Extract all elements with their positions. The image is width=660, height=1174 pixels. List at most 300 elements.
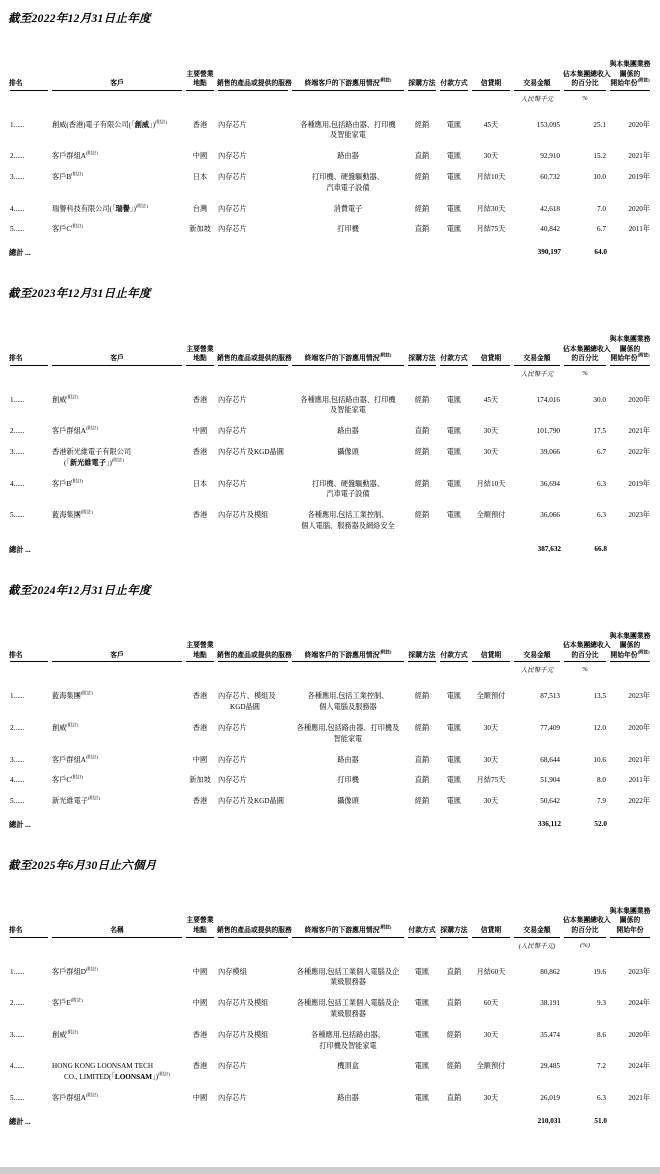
products-cell: 內存芯片 <box>218 152 247 161</box>
application-cell: 攝像頭 <box>337 448 359 457</box>
column-header-products: 銷售的產品或提供的服務 <box>216 632 290 663</box>
total-row <box>8 537 652 556</box>
procurement-cell: 經銷 <box>414 723 430 732</box>
procurement-cell: 經銷 <box>414 395 430 404</box>
unit-subheader <box>290 366 406 378</box>
unit-subheader: % <box>582 666 588 674</box>
column-header-application: 終端客戶的下游應用情況$^{(附註)}$ <box>290 60 406 91</box>
rank-cell: 3...... <box>10 1030 25 1039</box>
unit-subheader: 人民幣千元 <box>520 370 554 378</box>
column-header-year: 與本集團業務 關係的 開始年份 <box>608 907 652 938</box>
column-header-application: 終端客戶的下游應用情況$^{(附註)}$ <box>290 632 406 663</box>
application-cell: 各種應用,包括工業個人電腦及企 業級服務器 <box>296 999 400 1018</box>
customer-cell: HONG KONG LOONSAM TECH CO., LIMITED(「LOONSAM」)$^{(附註)}$ <box>52 1062 171 1082</box>
amount-cell: 29,485 <box>540 1062 560 1071</box>
year-cell: 2021年 <box>628 1093 650 1102</box>
table-row <box>8 167 652 199</box>
column-header-application: 終端客戶的下游應用情況$^{(附註)}$ <box>290 907 406 938</box>
top-customers-report <box>8 10 652 1128</box>
total-row <box>8 1109 652 1128</box>
payment-cell: 電匯 <box>446 448 462 457</box>
unit-subheader: (人民幣千元) <box>518 942 556 950</box>
column-header-rank: 排名 <box>8 907 50 938</box>
rank-cell: 5...... <box>10 1093 25 1102</box>
unit-subheader <box>470 938 512 950</box>
total-year-empty <box>608 1109 652 1128</box>
total-percent: 64.0 <box>594 248 607 257</box>
credit-cell: 月結30天 <box>476 204 506 213</box>
credit-cell: 30天 <box>483 723 499 732</box>
unit-subheader <box>216 662 290 674</box>
rank-cell: 5...... <box>10 797 25 806</box>
total-percent: 52.0 <box>594 819 607 828</box>
column-header-year: 與本集團業務 關係的 開始年份$^{(附註)}$ <box>608 335 652 366</box>
unit-subheader <box>8 91 50 103</box>
percent-cell: 12.0 <box>593 723 606 732</box>
products-cell: 內存芯片及模組 <box>218 999 269 1008</box>
column-header-percent: 佔本集團總收入 的百分比 <box>562 60 608 91</box>
customer-cell: 新光維電子$^{(附註)}$ <box>52 795 100 806</box>
column-header-products: 銷售的產品或提供的服務 <box>216 335 290 366</box>
unit-subheader <box>608 938 652 950</box>
products-cell: 內存芯片 <box>218 479 247 488</box>
table-row <box>8 421 652 442</box>
top-customers-table <box>8 632 652 831</box>
year-cell: 2021年 <box>628 427 650 436</box>
unit-subheader <box>216 91 290 103</box>
application-cell: 打印機 <box>337 776 359 785</box>
report-section <box>8 857 652 1128</box>
products-cell: 內存芯片及KGD晶圓 <box>218 448 284 457</box>
column-header-products: 銷售的產品或提供的服務 <box>216 907 290 938</box>
year-cell: 2024年 <box>628 1062 650 1071</box>
unit-subheader <box>216 366 290 378</box>
total-amount: 387,632 <box>537 544 561 553</box>
payment-cell: 電匯 <box>414 999 430 1008</box>
application-cell: 各種應用,包括工業控制、 個人電腦及服務器 <box>307 692 389 712</box>
table-row <box>8 378 652 422</box>
location-cell: 中國 <box>192 999 208 1008</box>
products-cell: 內存芯片及模組 <box>218 1030 269 1039</box>
percent-cell: 6.3 <box>597 479 606 488</box>
table-row <box>8 770 652 791</box>
amount-cell: 42,618 <box>540 204 560 213</box>
rank-cell: 2...... <box>10 427 25 436</box>
total-row <box>8 812 652 831</box>
table-row <box>8 1025 652 1057</box>
credit-cell: 月結75天 <box>476 225 506 234</box>
customer-cell: 客戶群組$D^{(附註)}$ <box>52 966 98 976</box>
column-header-credit: 信貸期 <box>470 60 512 91</box>
column-header-procurement: 採購方法 <box>438 907 470 938</box>
payment-cell: 電匯 <box>446 120 462 129</box>
section-title: 截至2025年6月30日止六個月 <box>8 859 157 872</box>
payment-cell: 電匯 <box>446 723 462 732</box>
location-cell: 中國 <box>192 755 208 764</box>
table-row <box>8 1088 652 1109</box>
unit-subheader: % <box>582 94 588 102</box>
credit-cell: 30天 <box>483 152 499 161</box>
rank-cell: 3...... <box>10 448 25 457</box>
procurement-cell: 直銷 <box>414 152 430 161</box>
unit-subheader <box>438 662 470 674</box>
products-cell: 內存芯片 <box>218 172 247 181</box>
rank-cell: 1...... <box>10 692 25 701</box>
procurement-cell: 經銷 <box>414 120 430 129</box>
unit-subheader: 人民幣千元 <box>520 667 554 675</box>
location-cell: 香港 <box>192 723 208 732</box>
column-header-amount: 交易金額 <box>512 335 562 366</box>
total-label: 總計 ... <box>9 1117 31 1126</box>
year-cell: 2020年 <box>628 395 650 404</box>
unit-subheader <box>438 366 470 378</box>
location-cell: 香港 <box>192 1030 208 1039</box>
column-header-percent: 佔本集團總收入 的百分比 <box>562 632 608 663</box>
top-customers-table <box>8 907 652 1128</box>
total-year-empty <box>608 537 652 556</box>
column-header-procurement: 採購方法 <box>406 60 438 91</box>
year-cell: 2020年 <box>628 723 650 732</box>
report-section <box>8 582 652 831</box>
section-title: 截至2024年12月31日止年度 <box>8 584 151 597</box>
unit-subheader <box>50 366 184 378</box>
customer-cell: 創威$^{(附註)}$ <box>52 722 79 732</box>
credit-cell: 月結10天 <box>476 479 506 488</box>
table-row <box>8 750 652 771</box>
amount-cell: 101,790 <box>536 427 560 436</box>
location-cell: 香港 <box>192 395 208 404</box>
unit-subheader <box>608 91 652 103</box>
column-header-payment: 付款方式 <box>406 907 438 938</box>
unit-subheader <box>290 662 406 674</box>
total-amount: 390,197 <box>537 248 561 257</box>
credit-cell: 60天 <box>483 999 499 1008</box>
percent-cell: 7.0 <box>597 204 606 213</box>
customer-cell: 客戶群組$A^{(附註)}$ <box>52 1092 98 1102</box>
unit-subheader <box>438 938 470 950</box>
application-cell: 各種應用,包括路由器、打印機 及智能家電 <box>300 395 396 415</box>
total-label: 總計 ... <box>9 249 31 258</box>
column-header-rank: 排名 <box>8 335 50 366</box>
column-header-application: 終端客戶的下游應用情況$^{(附註)}$ <box>290 335 406 366</box>
payment-cell: 電匯 <box>446 427 462 436</box>
location-cell: 香港 <box>192 797 208 806</box>
application-cell: 打印機、硬盤驅動器、 汽車電子設備 <box>312 172 384 192</box>
application-cell: 各種應用,包括工業個人電腦及企 業級服務器 <box>296 967 400 987</box>
column-header-customer: 客戶 <box>50 60 184 91</box>
unit-subheader <box>406 91 438 103</box>
unit-subheader <box>50 938 184 950</box>
amount-cell: 35,474 <box>540 1030 560 1039</box>
year-cell: 2024年 <box>628 999 650 1008</box>
total-label: 總計 ... <box>9 820 31 829</box>
rank-cell: 2...... <box>10 723 25 732</box>
percent-cell: 6.3 <box>597 511 606 520</box>
column-header-customer: 客戶 <box>50 632 184 663</box>
procurement-cell: 經銷 <box>414 172 430 181</box>
amount-cell: 153,095 <box>536 120 560 129</box>
unit-subheader: (%) <box>580 941 590 949</box>
application-cell: 消費電子 <box>333 204 363 213</box>
column-header-procurement: 採購方法 <box>406 335 438 366</box>
payment-cell: 電匯 <box>414 1093 430 1102</box>
credit-cell: 45天 <box>483 395 499 404</box>
year-cell: 2020年 <box>628 120 650 129</box>
customer-cell: 藍海集團$^{(附註)}$ <box>52 509 93 520</box>
percent-cell: 10.0 <box>593 172 606 181</box>
customer-cell: 創威(香港)電子有限公司(「創威」)$^{(附註)}$ <box>52 119 168 129</box>
location-cell: 香港 <box>192 692 208 701</box>
payment-cell: 電匯 <box>446 755 462 764</box>
report-section <box>8 10 652 259</box>
percent-cell: 7.2 <box>597 1062 606 1071</box>
unit-subheader <box>438 91 470 103</box>
payment-cell: 電匯 <box>446 479 462 488</box>
percent-cell: 17.5 <box>593 427 606 436</box>
column-header-procurement: 採購方法 <box>406 632 438 663</box>
procurement-cell: 經銷 <box>414 479 430 488</box>
percent-cell: 8.0 <box>597 776 606 785</box>
unit-subheader <box>290 91 406 103</box>
rank-cell: 4...... <box>10 1062 25 1071</box>
total-row <box>8 240 652 259</box>
location-cell: 台灣 <box>192 204 208 213</box>
procurement-cell: 直銷 <box>414 427 430 436</box>
amount-cell: 68,644 <box>540 755 560 764</box>
amount-cell: 51,904 <box>540 776 560 785</box>
percent-cell: 10.6 <box>593 755 606 764</box>
amount-cell: 40,842 <box>540 225 560 234</box>
rank-cell: 4...... <box>10 479 25 488</box>
amount-cell: 39,066 <box>540 448 560 457</box>
products-cell: 內存芯片 <box>218 776 247 785</box>
procurement-cell: 直銷 <box>414 755 430 764</box>
unit-subheader <box>8 662 50 674</box>
percent-cell: 15.2 <box>593 152 606 161</box>
table-row <box>8 199 652 220</box>
products-cell: 內存芯片 <box>218 120 247 129</box>
column-header-location: 主要營業 地點 <box>184 632 216 663</box>
unit-subheader <box>290 938 406 950</box>
table-row <box>8 993 652 1025</box>
rank-cell: 3...... <box>10 755 25 764</box>
rank-cell: 2...... <box>10 152 25 161</box>
percent-cell: 8.6 <box>597 1030 606 1039</box>
amount-cell: 36,694 <box>540 479 560 488</box>
year-cell: 2011年 <box>628 776 650 785</box>
customer-cell: 客戶$C^{(附註)}$ <box>52 774 84 785</box>
unit-subheader <box>406 662 438 674</box>
location-cell: 日本 <box>192 172 208 181</box>
procurement-cell: 直銷 <box>414 225 430 234</box>
credit-cell: 30天 <box>483 1030 499 1039</box>
unit-subheader <box>608 366 652 378</box>
column-header-year: 與本集團業務 關係的 開始年份$^{(附註)}$ <box>608 60 652 91</box>
column-header-rank: 排名 <box>8 632 50 663</box>
rank-cell: 1...... <box>10 395 25 404</box>
total-percent: 51.0 <box>594 1116 607 1125</box>
credit-cell: 月結60天 <box>476 967 506 976</box>
year-cell: 2023年 <box>628 967 650 976</box>
year-cell: 2020年 <box>628 1030 650 1039</box>
column-header-year: 與本集團業務 關係的 開始年份$^{(附註)}$ <box>608 632 652 663</box>
application-cell: 各種應用,包括路由器、 打印機及智能家電 <box>311 1030 385 1050</box>
payment-cell: 電匯 <box>446 692 462 701</box>
amount-cell: 87,513 <box>540 692 560 701</box>
rank-cell: 2...... <box>10 999 25 1008</box>
procurement-cell: 經銷 <box>414 797 430 806</box>
year-cell: 2011年 <box>628 225 650 234</box>
customer-cell: 香港新光維電子有限公司 (「新光維電子」)$^{(附註)}$ <box>52 448 132 467</box>
payment-cell: 電匯 <box>446 172 462 181</box>
application-cell: 各種應用,包括工業控制、 個人電腦、服務器及網絡安全 <box>301 511 395 531</box>
amount-cell: 36,066 <box>540 511 560 520</box>
application-cell: 各種應用,包括路由器、打印機及 智能家電 <box>296 723 400 743</box>
total-percent: 66.8 <box>594 544 607 553</box>
percent-cell: 25.1 <box>593 120 606 129</box>
payment-cell: 電匯 <box>414 967 430 976</box>
location-cell: 日本 <box>192 479 208 488</box>
unit-subheader <box>216 938 290 950</box>
application-cell: 打印機、硬盤驅動器、 汽車電子設備 <box>312 479 384 499</box>
total-year-empty <box>608 812 652 831</box>
total-amount: 210,031 <box>537 1116 561 1125</box>
column-header-amount: 交易金額 <box>512 907 562 938</box>
application-cell: 路由器 <box>337 1093 359 1102</box>
unit-subheader <box>184 938 216 950</box>
year-cell: 2023年 <box>628 511 650 520</box>
unit-subheader <box>470 662 512 674</box>
credit-cell: 30天 <box>483 797 499 806</box>
application-cell: 攝像頭 <box>337 797 359 806</box>
payment-cell: 電匯 <box>446 204 462 213</box>
products-cell: 內存芯片及KGD晶圓 <box>218 797 284 806</box>
procurement-cell: 經銷 <box>414 448 430 457</box>
location-cell: 新加坡 <box>189 225 211 234</box>
application-cell: 路由器 <box>337 427 359 436</box>
location-cell: 香港 <box>192 1062 208 1071</box>
application-cell: 路由器 <box>337 755 359 764</box>
column-header-location: 主要營業 地點 <box>184 335 216 366</box>
application-cell: 機頂盒 <box>337 1062 359 1071</box>
page-bottom-bar <box>0 1167 660 1174</box>
amount-cell: 50,642 <box>540 797 560 806</box>
column-header-location: 主要營業 地點 <box>184 907 216 938</box>
location-cell: 中國 <box>192 427 208 436</box>
percent-cell: 6.7 <box>597 225 606 234</box>
year-cell: 2019年 <box>628 479 650 488</box>
total-year-empty <box>608 240 652 259</box>
column-header-payment: 付款方式 <box>438 632 470 663</box>
table-row <box>8 718 652 750</box>
unit-subheader <box>8 938 50 950</box>
year-cell: 2021年 <box>628 152 650 161</box>
percent-cell: 9.3 <box>597 999 606 1008</box>
products-cell: 內存模組 <box>218 967 247 976</box>
table-row <box>8 146 652 167</box>
products-cell: 內存芯片 <box>218 204 247 213</box>
column-header-payment: 付款方式 <box>438 60 470 91</box>
unit-subheader <box>406 938 438 950</box>
location-cell: 中國 <box>192 1093 208 1102</box>
products-cell: 內存芯片及模組 <box>218 511 269 520</box>
rank-cell: 1...... <box>10 120 25 129</box>
unit-subheader <box>470 91 512 103</box>
credit-cell: 全額預付 <box>476 692 506 701</box>
procurement-cell: 經銷 <box>414 204 430 213</box>
column-header-payment: 付款方式 <box>438 335 470 366</box>
report-section <box>8 285 652 556</box>
unit-subheader <box>8 366 50 378</box>
table-row <box>8 219 652 240</box>
location-cell: 香港 <box>192 448 208 457</box>
amount-cell: 38,191 <box>540 999 560 1008</box>
percent-cell: 19.6 <box>593 967 606 976</box>
top-customers-table <box>8 335 652 556</box>
credit-cell: 月結75天 <box>476 776 506 785</box>
procurement-cell: 直銷 <box>446 999 462 1008</box>
column-header-percent: 佔本集團總收入 的百分比 <box>562 907 608 938</box>
products-cell: 內存芯片 <box>218 225 247 234</box>
table-row <box>8 674 652 718</box>
unit-subheader <box>184 91 216 103</box>
payment-cell: 電匯 <box>446 776 462 785</box>
customer-cell: 客戶$B^{(附註)}$ <box>52 171 84 181</box>
table-row <box>8 505 652 537</box>
procurement-cell: 經銷 <box>446 1030 462 1039</box>
percent-cell: 13.5 <box>593 692 606 701</box>
percent-cell: 30.0 <box>593 395 606 404</box>
column-header-rank: 排名 <box>8 60 50 91</box>
total-label: 總計 ... <box>9 545 31 554</box>
rank-cell: 4...... <box>10 204 25 213</box>
credit-cell: 30天 <box>483 755 499 764</box>
payment-cell: 電匯 <box>446 225 462 234</box>
column-header-location: 主要營業 地點 <box>184 60 216 91</box>
customer-cell: 瑞譽科技有限公司(「瑞譽」)$^{(附註)}$ <box>52 203 148 213</box>
column-header-amount: 交易金額 <box>512 632 562 663</box>
procurement-cell: 直銷 <box>446 1093 462 1102</box>
customer-cell: 客戶$E^{(附註)}$ <box>52 997 83 1008</box>
percent-cell: 6.3 <box>597 1093 606 1102</box>
application-cell: 各種應用,包括路由器、打印機 及智能家電 <box>300 120 396 140</box>
year-cell: 2022年 <box>628 797 650 806</box>
unit-subheader <box>50 91 184 103</box>
location-cell: 中國 <box>192 152 208 161</box>
products-cell: 內存芯片 <box>218 427 247 436</box>
percent-cell: 7.9 <box>597 797 606 806</box>
procurement-cell: 經銷 <box>446 1062 462 1071</box>
credit-cell: 45天 <box>483 120 499 129</box>
year-cell: 2020年 <box>628 204 650 213</box>
column-header-customer: 名稱 <box>50 907 184 938</box>
location-cell: 香港 <box>192 511 208 520</box>
procurement-cell: 直銷 <box>414 776 430 785</box>
percent-cell: 6.7 <box>597 448 606 457</box>
location-cell: 香港 <box>192 120 208 129</box>
products-cell: 內存芯片 <box>218 723 247 732</box>
customer-cell: 客戶群組$A^{(附註)}$ <box>52 150 98 161</box>
products-cell: 內存芯片 <box>218 755 247 764</box>
credit-cell: 全額預付 <box>476 511 506 520</box>
unit-subheader <box>184 366 216 378</box>
rank-cell: 5...... <box>10 225 25 234</box>
year-cell: 2019年 <box>628 172 650 181</box>
products-cell: 內存芯片 <box>218 1093 247 1102</box>
year-cell: 2021年 <box>628 755 650 764</box>
customer-cell: 創威$^{(附註)}$ <box>52 394 79 404</box>
customer-cell: 客戶$C^{(附註)}$ <box>52 223 84 234</box>
